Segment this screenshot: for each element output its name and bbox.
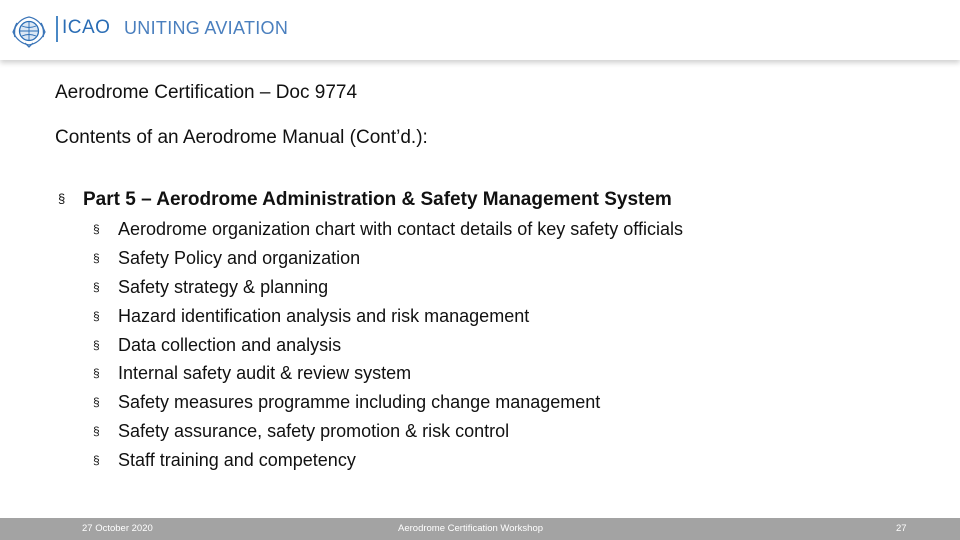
item-list (93, 219, 683, 479)
list-item (93, 363, 683, 392)
list-item (93, 277, 683, 306)
list-item (93, 248, 683, 277)
list-item (93, 392, 683, 421)
list-item-label: Hazard identification analysis and risk management (118, 305, 530, 326)
section-heading (58, 189, 672, 211)
list-item-label: Aerodrome organization chart with contact details of key safety officials (118, 219, 683, 239)
bullet-icon: § (93, 337, 100, 352)
list-item-label: Internal safety audit & review system (118, 363, 412, 384)
list-item-label: Staff training and competency (118, 450, 356, 471)
footer-date: 27 October 2020 (82, 523, 153, 534)
bullet-icon: § (58, 191, 66, 206)
footer-event: Aerodrome Certification Workshop (398, 523, 544, 534)
list-item-label: Data collection and analysis (118, 334, 342, 355)
icao-emblem-icon (10, 12, 48, 48)
header-bar (0, 0, 960, 60)
list-item-label: Safety strategy & planning (118, 276, 329, 297)
header-divider (56, 16, 58, 42)
bullet-icon: § (93, 366, 100, 381)
bullet-icon: § (93, 453, 100, 468)
bullet-icon: § (93, 395, 100, 410)
list-item (93, 421, 683, 450)
tagline: UNITING AVIATION (124, 18, 289, 38)
page-number: 27 (896, 523, 907, 534)
list-item-label: Safety assurance, safety promotion & risk control (118, 421, 510, 442)
list-item-label: Safety measures programme including change management (118, 392, 601, 413)
list-item (93, 450, 683, 479)
slide-title: Aerodrome Certification – Doc 9774 (55, 82, 358, 103)
org-name: ICAO (62, 17, 111, 38)
bullet-icon: § (93, 279, 100, 294)
slide-subtitle: Contents of an Aerodrome Manual (Cont’d.): (55, 127, 428, 148)
list-item (93, 219, 683, 248)
list-item-label: Safety Policy and organization (118, 247, 361, 268)
bullet-icon: § (93, 424, 100, 439)
bullet-icon: § (93, 222, 100, 236)
section-label: Part 5 – Aerodrome Administration & Safety Management System (83, 189, 672, 210)
footer-bar (0, 518, 960, 540)
bullet-icon: § (93, 308, 100, 323)
list-item (93, 306, 683, 335)
list-item (93, 335, 683, 364)
bullet-icon: § (93, 250, 100, 265)
